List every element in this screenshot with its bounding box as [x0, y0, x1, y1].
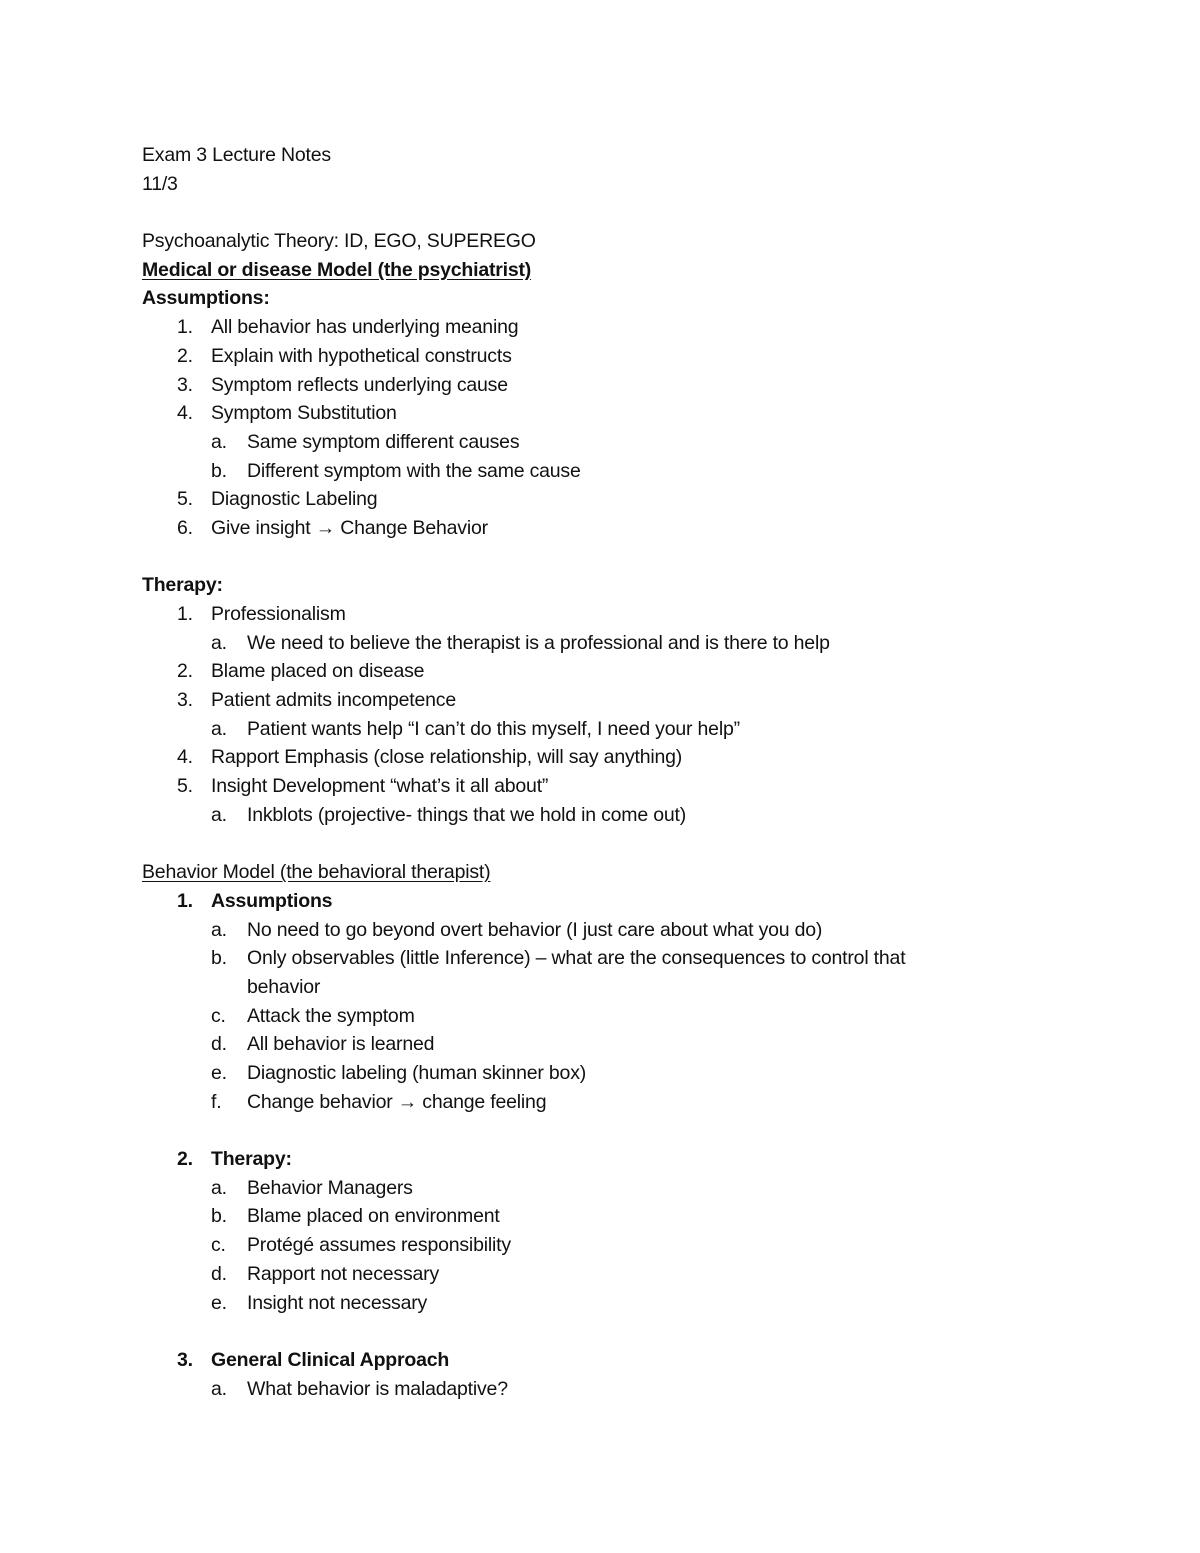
list-item — [142, 1145, 1102, 1174]
doc-title: Exam 3 Lecture Notes — [142, 144, 331, 166]
sub-list-item — [142, 1289, 1102, 1318]
sub-text: Same symptom different causes — [247, 430, 520, 453]
list-number: 2. — [177, 344, 193, 367]
sub-list-item — [142, 1088, 1102, 1117]
sub-letter: a. — [211, 430, 227, 453]
doc-date: 11/3 — [142, 172, 178, 195]
sub-text: Patient wants help “I can’t do this myself, I need your help” — [247, 717, 740, 740]
list-item — [142, 514, 1102, 543]
list-number: 4. — [177, 746, 193, 769]
sub-letter: f. — [211, 1090, 222, 1113]
list-item — [142, 371, 1102, 400]
list-item — [142, 657, 1102, 686]
spacer — [142, 198, 1102, 227]
sub-list-item — [142, 1059, 1102, 1088]
sub-list-item — [142, 715, 1102, 744]
behavior-model-heading: Behavior Model (the behavioral therapist) — [142, 861, 491, 884]
sub-letter: e. — [211, 1062, 227, 1084]
list-number: 4. — [177, 402, 193, 425]
sub-text: Rapport not necessary — [247, 1262, 439, 1285]
arrow-right-icon: → — [397, 1090, 418, 1113]
list-item — [142, 686, 1102, 715]
sub-letter: a. — [211, 918, 227, 941]
list-text: Diagnostic Labeling — [211, 488, 378, 511]
sub-letter: d. — [211, 1033, 227, 1056]
list-item — [142, 1346, 1102, 1375]
list-text: Change Behavior — [335, 516, 488, 539]
sub-text: No need to go beyond overt behavior (I just care about what you do) — [247, 918, 823, 941]
theory-line: Psychoanalytic Theory: ID, EGO, SUPEREGO — [142, 230, 536, 253]
list-number: 6. — [177, 516, 193, 539]
sub-letter: c. — [211, 1234, 226, 1257]
list-item — [142, 399, 1102, 428]
list-item — [142, 772, 1102, 801]
assumptions-label: Assumptions: — [142, 287, 270, 310]
sub-list-item — [142, 801, 1102, 830]
list-number: 2. — [177, 1148, 193, 1171]
sub-letter: e. — [211, 1291, 227, 1314]
sub-text: Diagnostic labeling (human skinner box) — [247, 1062, 587, 1084]
sub-letter: a. — [211, 1377, 227, 1400]
sub-text: Change behavior — [247, 1090, 398, 1113]
list-number: 3. — [177, 1348, 193, 1371]
sub-text: What behavior is maladaptive? — [247, 1377, 508, 1400]
medical-model-heading: Medical or disease Model (the psychiatrist) — [142, 258, 532, 281]
list-item — [142, 313, 1102, 342]
list-text: Insight Development “what’s it all about” — [211, 775, 549, 798]
list-item — [142, 887, 1102, 916]
sub-letter: c. — [211, 1004, 226, 1027]
list-number: 1. — [177, 603, 193, 625]
sub-text-continuation: behavior — [247, 975, 321, 998]
list-text: Blame placed on disease — [211, 660, 425, 683]
sub-list-item — [142, 916, 1102, 945]
sub-text: Attack the symptom — [247, 1004, 415, 1027]
sub-list-item — [142, 1002, 1102, 1031]
document-page — [142, 141, 1102, 1403]
list-text: Assumptions — [211, 889, 333, 912]
list-number: 1. — [177, 316, 193, 339]
sub-letter: a. — [211, 1176, 227, 1199]
sub-text: Behavior Managers — [247, 1176, 413, 1199]
list-text: Symptom Substitution — [211, 402, 397, 425]
list-text: All behavior has underlying meaning — [211, 316, 519, 339]
spacer — [142, 1317, 1102, 1346]
list-item — [142, 485, 1102, 514]
sub-letter: b. — [211, 947, 227, 970]
sub-text: Protégé assumes responsibility — [247, 1234, 511, 1257]
sub-letter: a. — [211, 803, 227, 826]
list-item — [142, 743, 1102, 772]
list-text: General Clinical Approach — [211, 1348, 450, 1371]
sub-text: Inkblots (projective- things that we hold in come out) — [247, 803, 687, 826]
list-item — [142, 600, 1102, 629]
sub-text: Different symptom with the same cause — [247, 459, 581, 482]
sub-text: We need to believe the therapist is a professional and is there to help — [247, 631, 830, 654]
sub-list-item — [142, 457, 1102, 486]
sub-list-item — [142, 1202, 1102, 1231]
sub-letter: b. — [211, 1205, 227, 1228]
sub-text: All behavior is learned — [247, 1033, 435, 1056]
sub-letter: d. — [211, 1262, 227, 1285]
sub-letter: a. — [211, 631, 227, 654]
sub-list-item — [142, 629, 1102, 658]
list-text: Symptom reflects underlying cause — [211, 373, 508, 396]
list-text: Professionalism — [211, 603, 346, 625]
list-number: 3. — [177, 689, 193, 712]
sub-list-item — [142, 1030, 1102, 1059]
sub-list-item — [142, 1231, 1102, 1260]
list-text: Explain with hypothetical constructs — [211, 344, 512, 367]
arrow-right-icon: → — [315, 516, 336, 539]
sub-list-item — [142, 1174, 1102, 1203]
sub-text: Insight not necessary — [247, 1291, 428, 1314]
sub-list-item — [142, 428, 1102, 457]
sub-letter: a. — [211, 717, 227, 740]
list-item — [142, 342, 1102, 371]
list-number: 5. — [177, 775, 193, 798]
therapy-label: Therapy: — [142, 574, 223, 597]
sub-list-item — [142, 944, 1102, 973]
spacer — [142, 830, 1102, 859]
list-text: Give insight — [211, 516, 316, 539]
list-text: Therapy: — [211, 1148, 292, 1171]
list-text: Rapport Emphasis (close relationship, will say anything) — [211, 746, 683, 769]
sub-letter: b. — [211, 459, 227, 482]
list-number: 2. — [177, 660, 193, 683]
spacer — [142, 543, 1102, 572]
sub-list-item — [142, 1375, 1102, 1404]
list-text: Patient admits incompetence — [211, 689, 456, 712]
sub-text: Blame placed on environment — [247, 1205, 500, 1228]
sub-text: Only observables (little Inference) – what are the consequences to control that — [247, 947, 906, 970]
spacer — [142, 1116, 1102, 1145]
list-number: 3. — [177, 373, 193, 396]
list-number: 1. — [177, 889, 193, 912]
list-number: 5. — [177, 488, 193, 511]
sub-text: change feeling — [417, 1090, 547, 1113]
sub-list-item — [142, 1260, 1102, 1289]
